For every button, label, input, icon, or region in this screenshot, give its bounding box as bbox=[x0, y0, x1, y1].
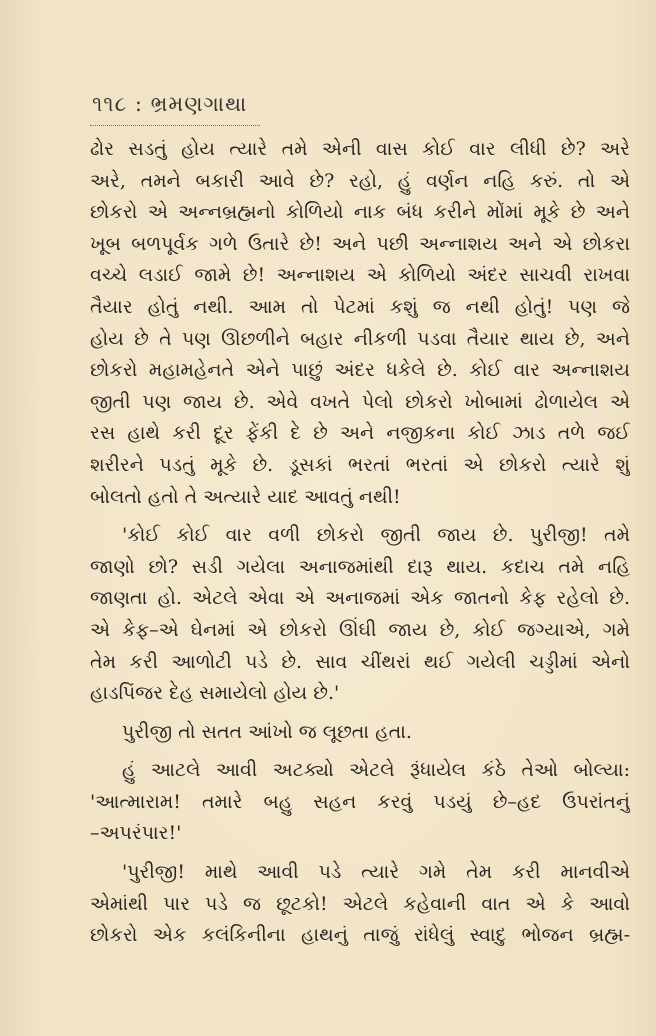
header-separator: : bbox=[134, 92, 143, 116]
text-line: તેમ કરી આળોટી પડે છે. સાવ ચીંથરાં થઈ ગયેલી ચડ્ડીમાં એનો bbox=[90, 650, 630, 673]
paragraph-gap bbox=[90, 850, 630, 857]
text-line: વચ્ચે લડાઈ જામે છે! અન્નાશય એ કોળિયો અંદર સાચવી રાખવા bbox=[90, 264, 630, 287]
body-text bbox=[90, 134, 630, 952]
paragraph-gap bbox=[90, 748, 630, 755]
text-line: શરીરને પડતું મૂકે છે. ડૂસકાં ભરતાં ભરતાં એ છોકરો ત્યારે શું bbox=[90, 453, 630, 476]
text-line: જાણો છો? સડી ગયેલા અનાજમાંથી દારૂ થાય. કદાચ તમે નહિ bbox=[90, 555, 630, 578]
text-line: જાણતા હો. એટલે એવા એ અનાજમાં એક જાતનો કેફ રહેલો છે. bbox=[90, 587, 630, 610]
text-line: –અપરંપાર!' bbox=[90, 822, 182, 845]
running-head bbox=[92, 92, 247, 117]
text-line: એ કેફ–એ ઘેનમાં એ છોકરો ઊંઘી જાય છે, કોઈ જગ્યાએ, ગમે bbox=[90, 618, 630, 641]
text-line: હું આટલે આવી અટક્યો એટલે રૂંધાયેલ કંઠે તેઓ બોલ્યા: bbox=[122, 759, 630, 782]
text-line: 'આત્મારામ! તમારે બહુ સહન કરવું પડયું છે–હદ ઉપરાંતનું bbox=[90, 790, 630, 813]
paragraph-gap bbox=[90, 710, 630, 717]
text-line: ઢોર સડતું હોય ત્યારે તમે એની વાસ કોઈ વાર લીધી છે? અરે bbox=[90, 138, 630, 160]
text-line: છોકરો મહામહેનતે એને પાછું અંદર ધકેલે છે. કોઈ વાર અન્નાશય bbox=[90, 359, 630, 382]
paragraph-gap bbox=[90, 513, 630, 520]
text-line: અરે, તમને બકારી આવે છે? રહો, હું વર્ણન નહિ કરું. તો એ bbox=[90, 169, 630, 192]
text-line: પુરીજી તો સતત આંખો જ લૂછતા હતા. bbox=[122, 720, 412, 743]
text-line: હોય છે તે પણ ઊછળીને બહાર નીકળી પડવા તૈયાર થાય છે, અને bbox=[90, 327, 630, 350]
book-title: ભ્રમણગાથા bbox=[150, 92, 248, 116]
text-line: 'પુરીજી! માથે આવી પડે ત્યારે ગમે તેમ કરી માનવીએ bbox=[122, 861, 630, 884]
header-divider bbox=[90, 122, 260, 126]
page-number: ૧૧૮ bbox=[92, 92, 128, 116]
text-line: એમાંથી પાર પડે જ છૂટકો! એટલે કહેવાની વાત એ કે આવો bbox=[90, 892, 630, 915]
text-line: છોકરો એક કલંકિનીના હાથનું તાજું રાંધેલું સ્વાદુ ભોજન બ્રહ્મ- bbox=[90, 924, 630, 947]
text-line: 'કોઈ કોઈ વાર વળી છોકરો જીતી જાય છે. પુરીજી! તમે bbox=[122, 524, 630, 547]
text-line: ખૂબ બળપૂર્વક ગળે ઉતારે છે! અને પછી અન્નાશય અને એ છોકરા bbox=[90, 232, 630, 255]
text-line: હાડપિંજર દેહ સમાયેલો હોય છે.' bbox=[90, 682, 340, 705]
text-line: બોલતો હતો તે અત્યારે યાદ આવતું નથી! bbox=[90, 485, 401, 508]
text-line: જીતી પણ જાય છે. એવે વખતે પેલો છોકરો ખોબામાં ઢોળાયેલ એ bbox=[90, 390, 630, 413]
text-line: છોકરો એ અન્નબ્રહ્મનો કોળિયો નાક બંધ કરીને મોંમાં મૂકે છે અને bbox=[90, 201, 630, 224]
text-line: તૈયાર હોતું નથી. આમ તો પેટમાં કશું જ નથી હોતું! પણ જે bbox=[90, 295, 630, 318]
text-line: રસ હાથે કરી દૂર ફેંકી દે છે અને નજીકના કોઈ ઝાડ તળે જઈ bbox=[90, 422, 630, 445]
